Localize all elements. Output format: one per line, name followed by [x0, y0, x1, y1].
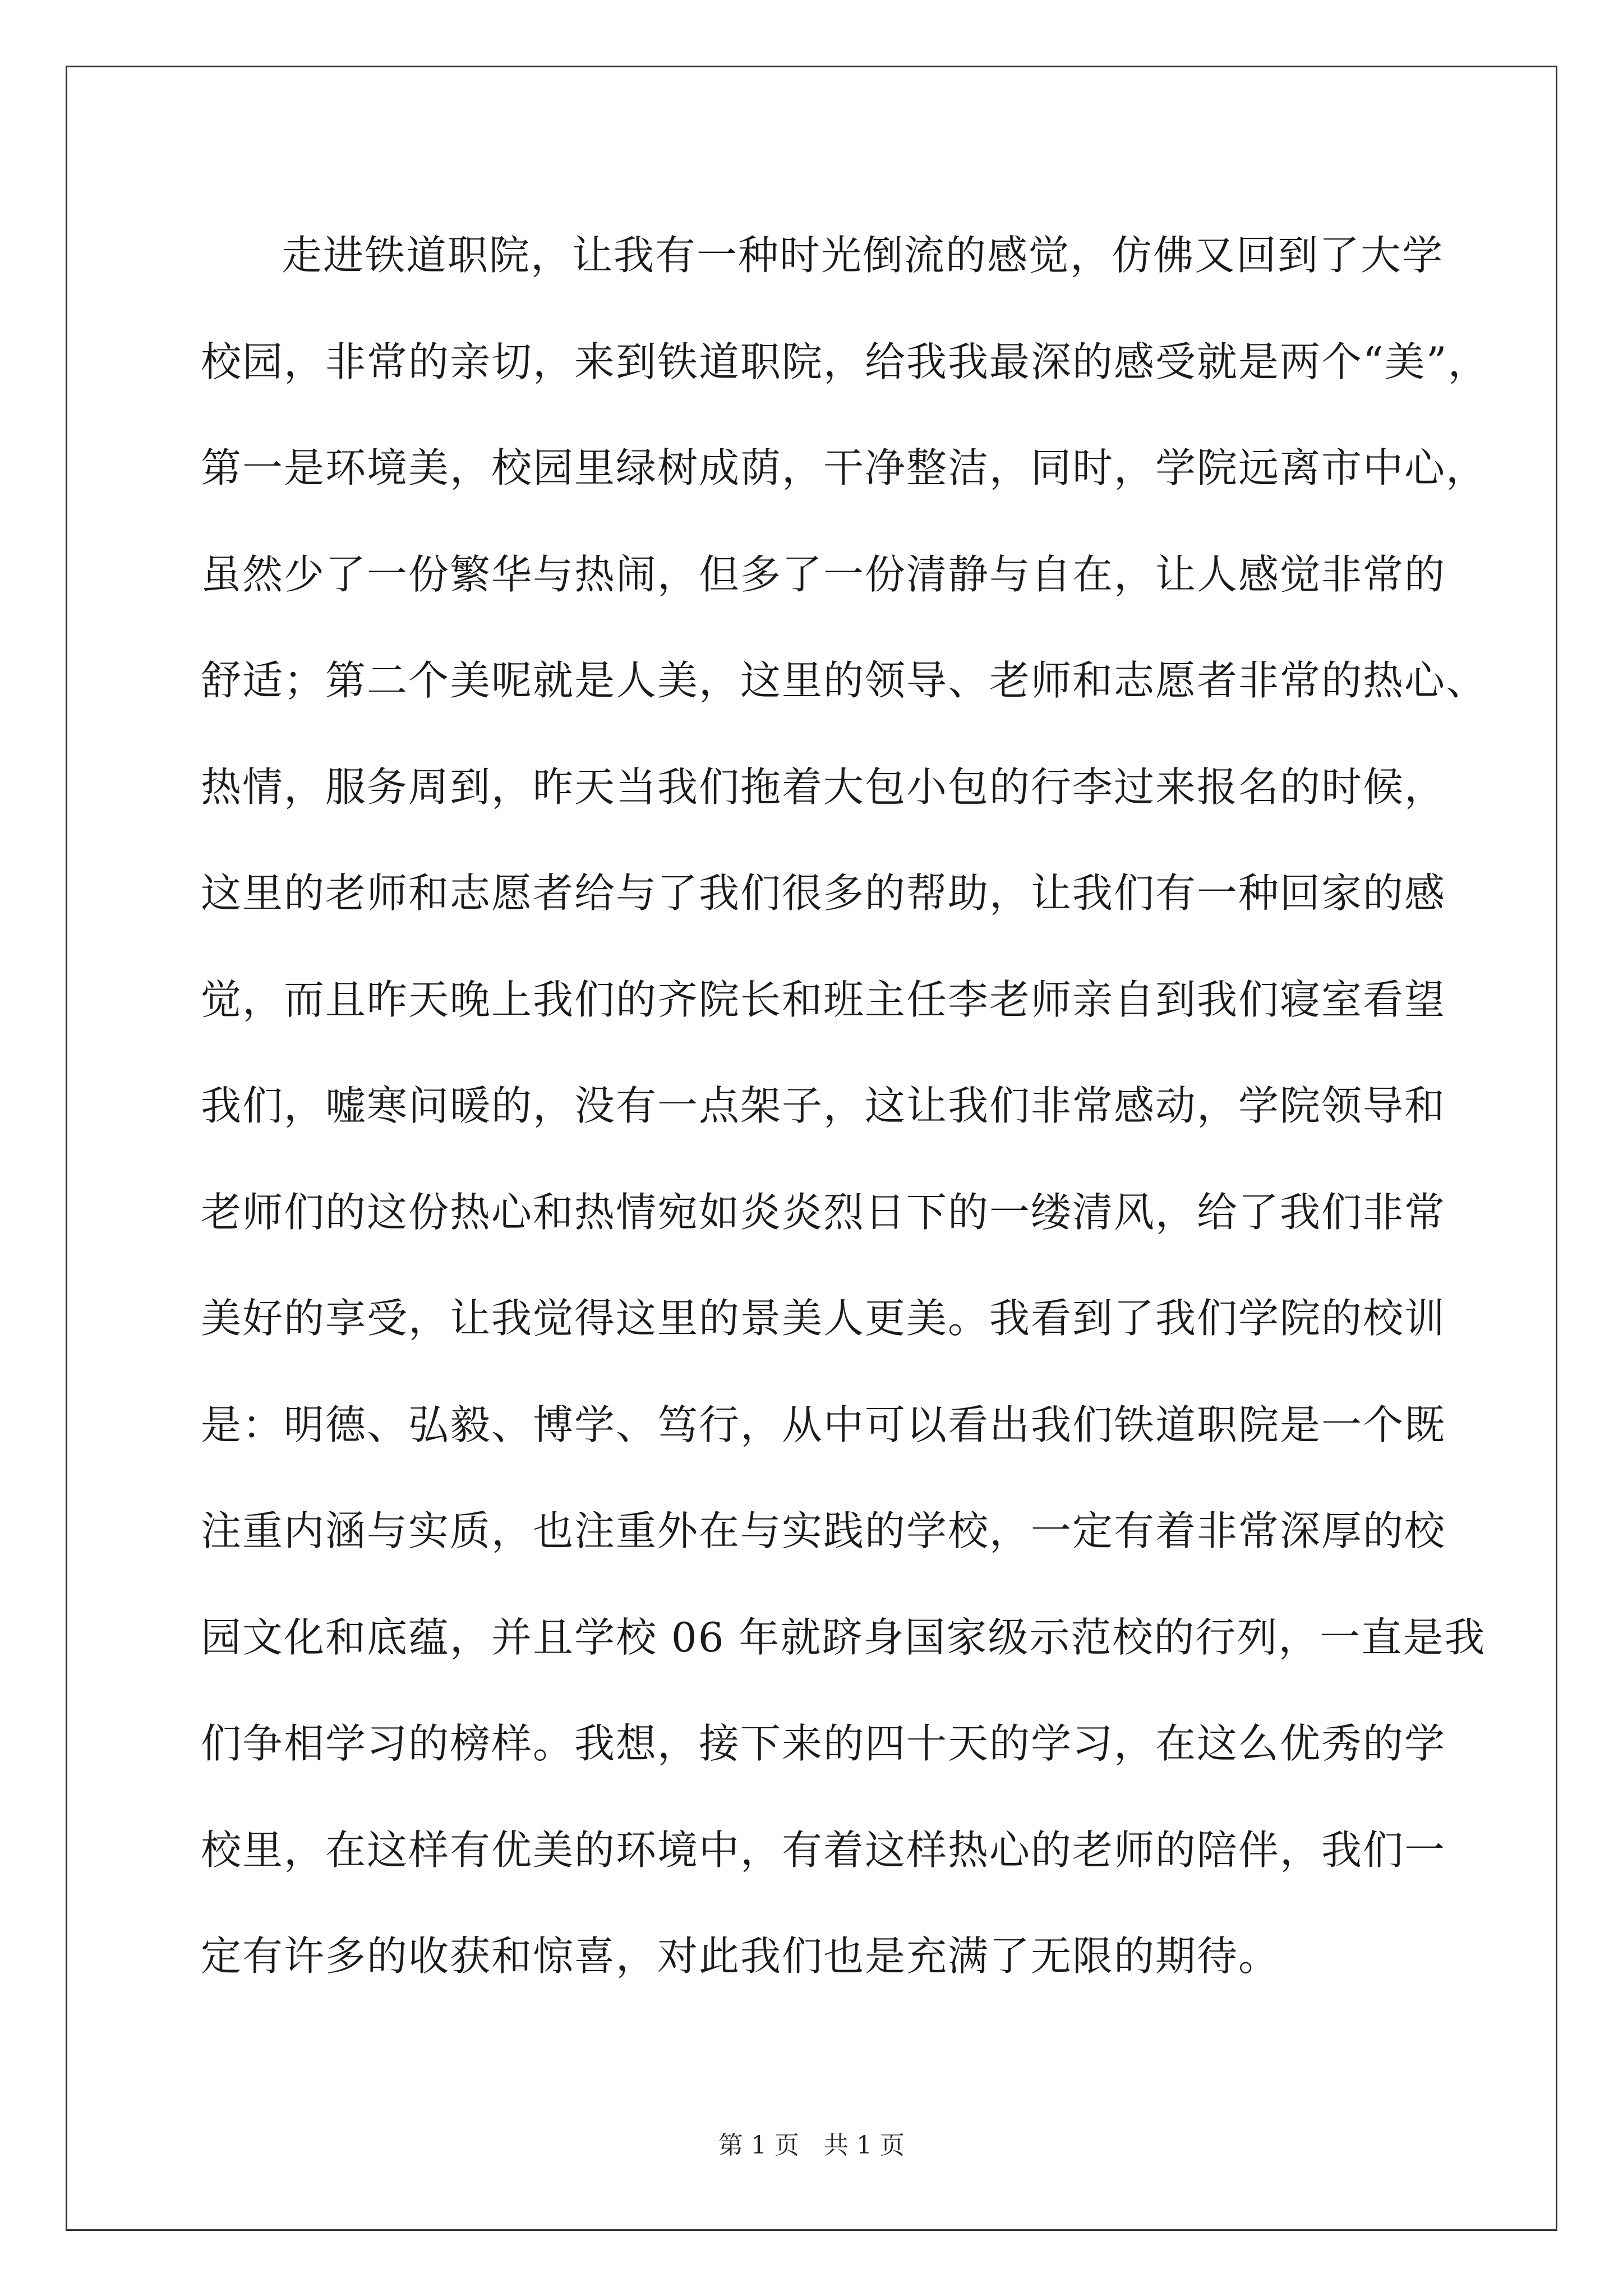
text-line: 校园，非常的亲切，来到铁道职院，给我我最深的感受就是两个“美”， — [201, 338, 1490, 385]
page-number: 第 1 页 共 1 页 — [718, 2131, 905, 2160]
text-line: 定有许多的收获和惊喜，对此我们也是充满了无限的期待。 — [201, 1932, 1280, 1980]
text-line: 我们，嘘寒问暖的，没有一点架子，这让我们非常感动，学院领导和 — [201, 1082, 1446, 1129]
text-line: 们争相学习的榜样。我想，接下来的四十天的学习，在这么优秀的学 — [201, 1720, 1446, 1767]
text-line: 虽然少了一份繁华与热闹，但多了一份清静与自在，让人感觉非常的 — [201, 550, 1446, 598]
text-line: 舒适；第二个美呢就是人美，这里的领导、老师和志愿者非常的热心、 — [201, 657, 1488, 704]
text-line: 第一是环境美，校园里绿树成荫，干净整洁，同时，学院远离市中心， — [201, 444, 1488, 491]
text-line: 走进铁道职院，让我有一种时光倒流的感觉，仿佛又回到了大学 — [282, 232, 1444, 279]
text-line: 这里的老师和志愿者给与了我们很多的帮助，让我们有一种回家的感 — [201, 869, 1446, 917]
text-line: 园文化和底蕴，并且学校 06 年就跻身国家级示范校的行列，一直是我 — [201, 1613, 1486, 1661]
text-line: 是：明德、弘毅、博学、笃行，从中可以看出我们铁道职院是一个既 — [201, 1401, 1446, 1448]
text-line: 校里，在这样有优美的环境中，有着这样热心的老师的陪伴，我们一 — [201, 1826, 1446, 1874]
text-line: 觉，而且昨天晚上我们的齐院长和班主任李老师亲自到我们寝室看望 — [201, 976, 1446, 1023]
text-line: 热情，服务周到，昨天当我们拖着大包小包的行李过来报名的时候， — [201, 763, 1446, 811]
text-line: 注重内涵与实质，也注重外在与实践的学校，一定有着非常深厚的校 — [201, 1507, 1446, 1554]
text-line: 美好的享受，让我觉得这里的景美人更美。我看到了我们学院的校训 — [201, 1295, 1446, 1342]
text-line: 老师们的这份热心和热情宛如炎炎烈日下的一缕清风，给了我们非常 — [201, 1188, 1446, 1236]
body-text — [201, 213, 1490, 2021]
